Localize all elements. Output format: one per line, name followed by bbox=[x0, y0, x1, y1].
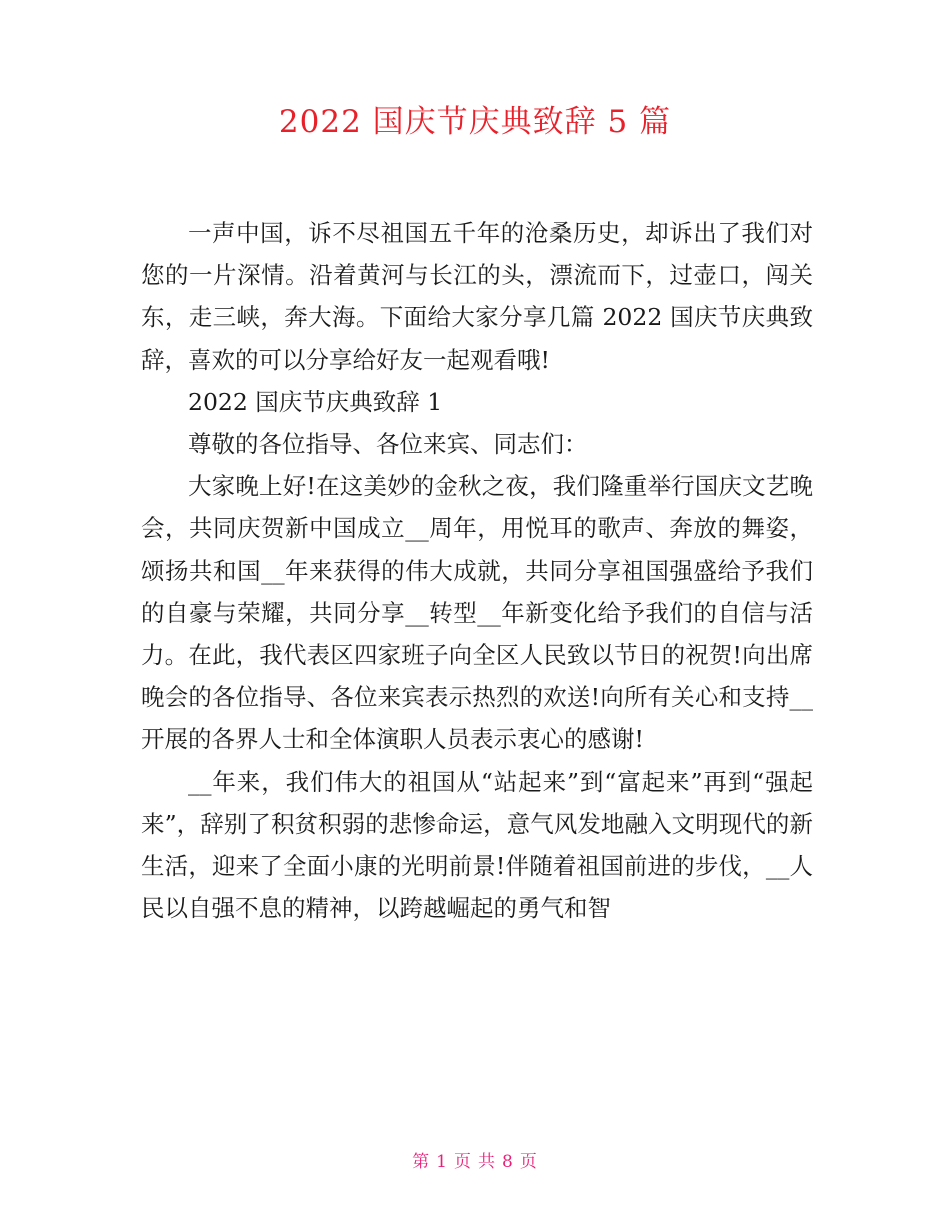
document-body bbox=[141, 212, 813, 929]
document-title: 2022 国庆节庆典致辞 5 篇 bbox=[278, 104, 672, 140]
salutation: 尊敬的各位指导、各位来宾、同志们： bbox=[188, 430, 588, 459]
body-paragraph: 大家晚上好!在这美妙的金秋之夜，我们隆重举行国庆文艺晚会，共同庆贺新中国成立__周年，用悦耳的歌声、奔放的舞姿，颂扬共和国__年来获得的伟大成就，共同分享祖国强盛给予我们的自豪与荣耀，共同分享__转型__年新变化给予我们的自信与活力。在此，我代表区四家班子向全区人民致以节日的祝贺!向出席晚会的各位指导、各位来宾表示热烈的欢送!向所有关心和支持__开展的各界人士和全体演职人员表示衷心的感谢! bbox=[141, 472, 813, 754]
footer-total-unit: 页 bbox=[519, 1152, 538, 1172]
intro-paragraph: 一声中国，诉不尽祖国五千年的沧桑历史，却诉出了我们对您的一片深情。沿着黄河与长江的头，漂流而下，过壶口，闯关东，走三峡，奔大海。下面给大家分享几篇 2022 国庆节庆典致辞，喜欢的可以分享给好友一起观看哦! bbox=[141, 219, 813, 374]
footer-page-unit: 页 bbox=[454, 1152, 472, 1172]
footer-total-label: 共 bbox=[478, 1152, 496, 1172]
section-heading: 2022 国庆节庆典致辞 1 bbox=[188, 387, 443, 416]
footer-page-current: 1 bbox=[436, 1152, 448, 1172]
body-paragraph: __年来，我们伟大的祖国从“站起来”到“富起来”再到“强起来”，辞别了积贫积弱的悲惨命运，意气风发地融入文明现代的新生活，迎来了全面小康的光明前景!伴随着祖国前进的步伐，__人民以自强不息的精神，以跨越崛起的勇气和智 bbox=[141, 767, 813, 923]
page-footer bbox=[0, 1150, 950, 1174]
footer-page-label: 第 bbox=[412, 1152, 431, 1172]
footer-page-total: 8 bbox=[502, 1152, 514, 1172]
